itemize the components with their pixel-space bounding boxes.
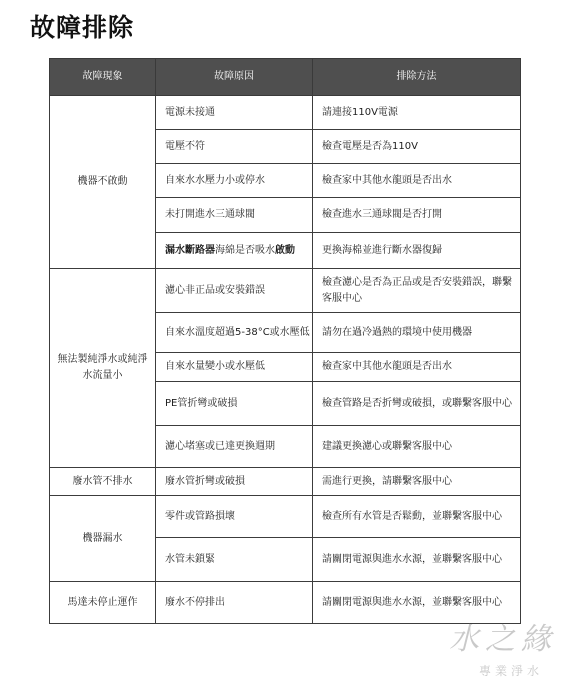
solution-cell: 請勿在過冷過熱的環境中使用機器 [313, 313, 521, 353]
table-row [50, 496, 521, 538]
cause-cell: 自來水水壓力小或停水 [156, 164, 313, 198]
cause-cell [156, 233, 313, 269]
column-header-cause: 故障原因 [156, 59, 313, 96]
symptom-cell: 機器漏水 [50, 496, 156, 582]
solution-cell: 檢查管路是否折彎或破損，或聯繫客服中心 [313, 382, 521, 426]
cause-cell: 未打開進水三通球閥 [156, 198, 313, 233]
solution-cell: 檢查進水三通球閥是否打開 [313, 198, 521, 233]
cause-cell: 廢水管折彎或破損 [156, 468, 313, 496]
cause-cell: 濾心非正品或安裝錯誤 [156, 269, 313, 313]
solution-cell: 需進行更換，請聯繫客服中心 [313, 468, 521, 496]
cause-cell: PE管折彎或破損 [156, 382, 313, 426]
solution-cell: 請連接110V電源 [313, 96, 521, 130]
solution-cell: 檢查濾心是否為正品或是否安裝錯誤，聯繫客服中心 [313, 269, 521, 313]
cause-bold-text: 啟動 [275, 244, 295, 256]
table-body [50, 96, 521, 624]
symptom-cell: 機器不啟動 [50, 96, 156, 269]
cause-cell: 濾心堵塞或已達更換週期 [156, 426, 313, 468]
table-row [50, 468, 521, 496]
table-header-row [50, 59, 521, 96]
solution-cell: 請關閉電源與進水水源，並聯繫客服中心 [313, 538, 521, 582]
brand-watermark [413, 614, 563, 694]
symptom-cell: 廢水管不排水 [50, 468, 156, 496]
cause-cell: 電壓不符 [156, 130, 313, 164]
symptom-cell: 馬達未停止運作 [50, 582, 156, 624]
troubleshooting-table [49, 58, 521, 624]
cause-bold-text: 漏水斷路器 [165, 244, 215, 256]
cause-cell: 自來水溫度超過5-38°C或水壓低 [156, 313, 313, 353]
table-header [50, 59, 521, 96]
solution-cell: 檢查電壓是否為110V [313, 130, 521, 164]
cause-cell: 電源未接通 [156, 96, 313, 130]
cause-cell: 自來水量變小或水壓低 [156, 353, 313, 382]
solution-cell: 建議更換濾心或聯繫客服中心 [313, 426, 521, 468]
watermark-brand-name: 水之緣 [449, 622, 557, 657]
solution-cell: 更換海棉並進行斷水器復歸 [313, 233, 521, 269]
solution-cell: 檢查家中其他水龍頭是否出水 [313, 353, 521, 382]
solution-cell: 檢查家中其他水龍頭是否出水 [313, 164, 521, 198]
cause-cell: 廢水不停排出 [156, 582, 313, 624]
watermark-tagline: 專業淨水 [478, 664, 543, 678]
cause-cell: 零件或管路損壞 [156, 496, 313, 538]
cause-text: 海綿是否吸水 [215, 244, 275, 256]
cause-cell: 水管未鎖緊 [156, 538, 313, 582]
page-title: 故障排除 [30, 13, 135, 42]
symptom-cell: 無法製純淨水或純淨水流量小 [50, 269, 156, 468]
table-row [50, 269, 521, 313]
column-header-symptom: 故障現象 [50, 59, 156, 96]
column-header-solution: 排除方法 [313, 59, 521, 96]
solution-cell: 請關閉電源與進水水源，並聯繫客服中心 [313, 582, 521, 624]
solution-cell: 檢查所有水管是否鬆動，並聯繫客服中心 [313, 496, 521, 538]
table-row [50, 96, 521, 130]
